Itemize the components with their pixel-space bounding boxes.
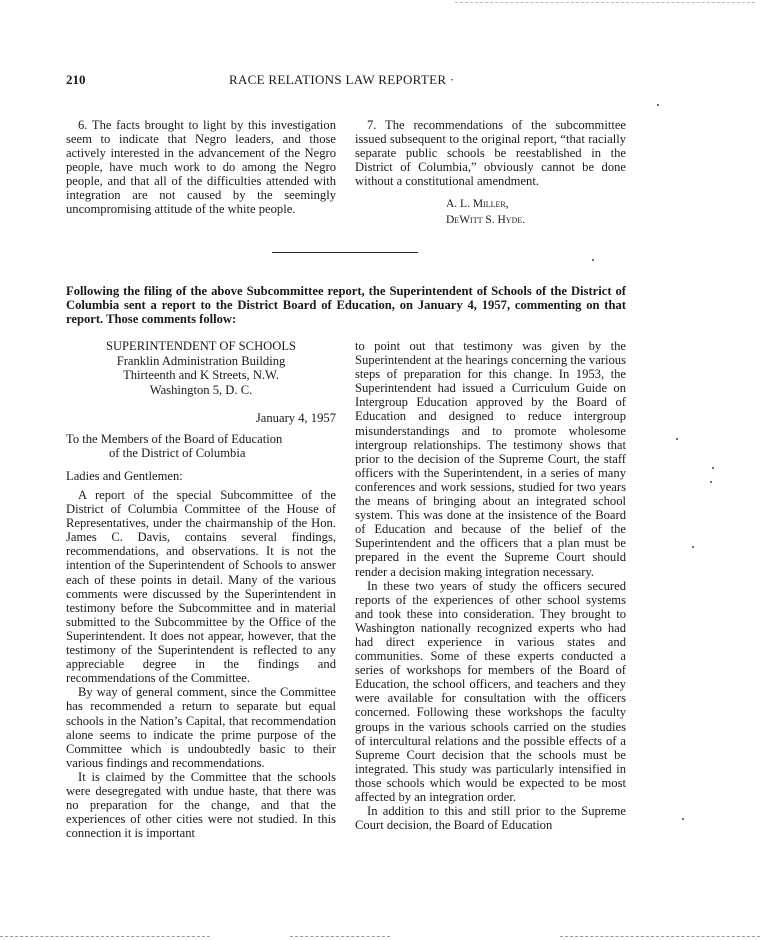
addressee-line-2: of the District of Columbia (109, 446, 246, 460)
scan-speck (712, 467, 714, 469)
paragraph-6 (66, 118, 336, 216)
scan-edge-line (0, 936, 210, 937)
body-paragraph: In addition to this and still prior to the Supreme Court decision, the Board of Education (355, 804, 626, 833)
page-number: 210 (66, 72, 86, 87)
paragraph-6-text: 6. The facts brought to light by this investigation seem to indicate that Negro leaders, and those actively interested in the advancement of the Negro people, have much work to do among the Negro people, and that all of the difficulties attended with integration are not caused by the seemingly uncompromising attitude of the white people. (66, 118, 336, 216)
letterhead-line-4: Washington 5, D. C. (149, 382, 253, 397)
scan-speck (682, 818, 684, 820)
letter-right-column (355, 339, 626, 832)
scan-edge-line (560, 936, 760, 937)
editorial-intro: Following the filing of the above Subcommittee report, the Superintendent of Schools of the District of Columbia sent a report to the District Board of Education, on January 4, 1957, commenting on that report. Those comments follow: (66, 284, 626, 326)
addressee-line-1: To the Members of the Board of Education (66, 432, 283, 446)
signature-miller: A. L. Miller, (446, 198, 509, 210)
letter-left-column (66, 488, 336, 840)
greeting: Ladies and Gentlemen: (66, 469, 183, 483)
paragraph-7-text: 7. The recommendations of the subcommittee issued subsequent to the original report, “that racially separate public schools be reestablished in the District of Columbia,” obviously cannot be done without a constitutional amendment. (355, 118, 626, 188)
scan-speck (692, 546, 694, 548)
scan-edge-line (290, 936, 390, 937)
body-paragraph: By way of general comment, since the Committee has recommended a return to separate but equal schools in the Nation’s Capital, that recommendation alone seems to indicate the prime purpose of the Committee which is undoubtedly basic to their various findings and recommendations. (66, 685, 336, 770)
body-paragraph: A report of the special Subcommittee of the District of Columbia Committee of the House of Representatives, under the chairmanship of the Hon. James C. Davis, contains several findings, recommendations, and observations. It is not the intention of the Superintendent of Schools to answer each of these points in detail. Many of the various comments were discussed by the Superintendent in testimony before the Subcommittee and in material submitted to the Subcommittee by the Office of the Superintendent. It does not appear, however, that the testimony of the Superintendent is reflected to any appreciable degree in the findings and recommendations of the Committee. (66, 488, 336, 686)
paragraph-7 (355, 118, 626, 188)
running-title: RACE RELATIONS LAW REPORTER · (229, 72, 455, 87)
letter-date: January 4, 1957 (255, 411, 336, 425)
body-paragraph: It is claimed by the Committee that the schools were desegregated with undue haste, that there was no preparation for the change, and that the experiences of other cities were not studied. In this connection it is important (66, 769, 336, 841)
scan-speck (657, 104, 659, 106)
body-paragraph: to point out that testimony was given by the Superintendent at the hearings concerning the various steps of preparation for this change. In 1953, the Superintendent had issued a Curriculum Guide on Intergroup Education approved by the Board of Education and designed to reduce intergroup misunderstandings and to promote wholesome intergroup relationships. The testimony shows that prior to the decision of the Supreme Court, the staff officers with the Superintendent, in a series of many conferences and work sessions, studied for two years the means of bringing about an integrated school system. This was done at the insistence of the Board of Education and because of the belief of the Superintendent and the officers that a plan must be prepared in the event the Supreme Court should render a decision making integration necessary. (355, 339, 626, 579)
body-paragraph: In these two years of study the officers secured reports of the experiences of other school systems and took these into consideration. They brought to Washington nationally recognized experts who had had direct experience in various states and communities. Some of these experts conducted a series of workshops for members of the Board of Education, the school officers, and teachers and they were available for consultation with the officers concerned. Following these workshops the faculty groups in the various schools carried on the studies of intercultural relations and the possible effects of a Supreme Court decision that the schools must be integrated. This study was particularly intensified in those schools which would be expected to be most affected by an integration order. (355, 578, 626, 804)
scan-speck (710, 481, 712, 483)
letterhead-line-2: Franklin Administration Building (116, 353, 286, 368)
running-header (66, 72, 626, 90)
scan-speck (676, 438, 678, 440)
section-divider (272, 252, 418, 253)
signature-hyde: DeWitt S. Hyde. (446, 214, 526, 226)
letterhead-line-3: Thirteenth and K Streets, N.W. (123, 368, 279, 382)
scan-speck (592, 259, 594, 261)
letterhead-line-1: SUPERINTENDENT OF SCHOOLS (105, 339, 297, 353)
scan-edge-line (455, 2, 755, 3)
letterhead (66, 339, 336, 397)
